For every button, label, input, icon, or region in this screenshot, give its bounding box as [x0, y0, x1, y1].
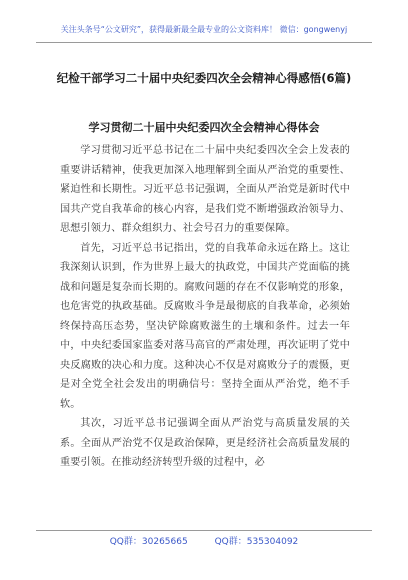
paragraph: 其次，习近平总书记强调全面从严治党与高质量发展的关系。全面从严治党不仅是政治保障，更是经济社会高质量发展的重要引领。在推动经济转型升级的过程中，必 [60, 418, 350, 468]
header-notice: 关注头条号“公文研究”，获得最新最全最专业的公文资料库！ 微信：gongwenyj [60, 25, 348, 34]
qq-group-2: QQ群：535304092 [214, 537, 299, 547]
article-title: 学习贯彻二十届中央纪委四次全会精神心得体会 [88, 121, 320, 134]
paragraph: 首先，习近平总书记指出，党的自我革命永远在路上。这让我深刻认识到，作为世界上最大的执政党，中国共产党面临的挑战和问题是复杂而长期的。腐败问题的存在不仅影响党的形象，也危害党的执政基础。反腐败斗争是最彻底的自我革命，必须始终保持高压态势，坚决铲除腐败滋生的土壤和条件。过去一年中，中央纪委国家监委对落马高官的严肃处理，再次证明了党中央反腐败的决心和力度。这种决心不仅是对腐败分子的震慑，更是对全党全社会发出的明确信号：坚持全面从严治党，绝不手软。 [60, 242, 350, 410]
qq-group-1: QQ群：30265665 [109, 537, 188, 547]
article-body [60, 141, 350, 473]
document-title: 纪检干部学习二十届中央纪委四次全会精神心得感悟(6篇) [56, 71, 352, 85]
footer-divider [36, 530, 372, 531]
footer-contact [36, 536, 372, 548]
paragraph: 学习贯彻习近平总书记在二十届中央纪委四次全会上发表的重要讲话精神，使我更加深入地理解到全面从严治党的重要性、紧迫性和长期性。习近平总书记强调，全面从严治党是新时代中国共产党自我革命的核心内容，是我们党不断增强政治领导力、思想引领力、群众组织力、社会号召力的重要保障。 [60, 145, 350, 234]
header-divider [36, 42, 372, 43]
